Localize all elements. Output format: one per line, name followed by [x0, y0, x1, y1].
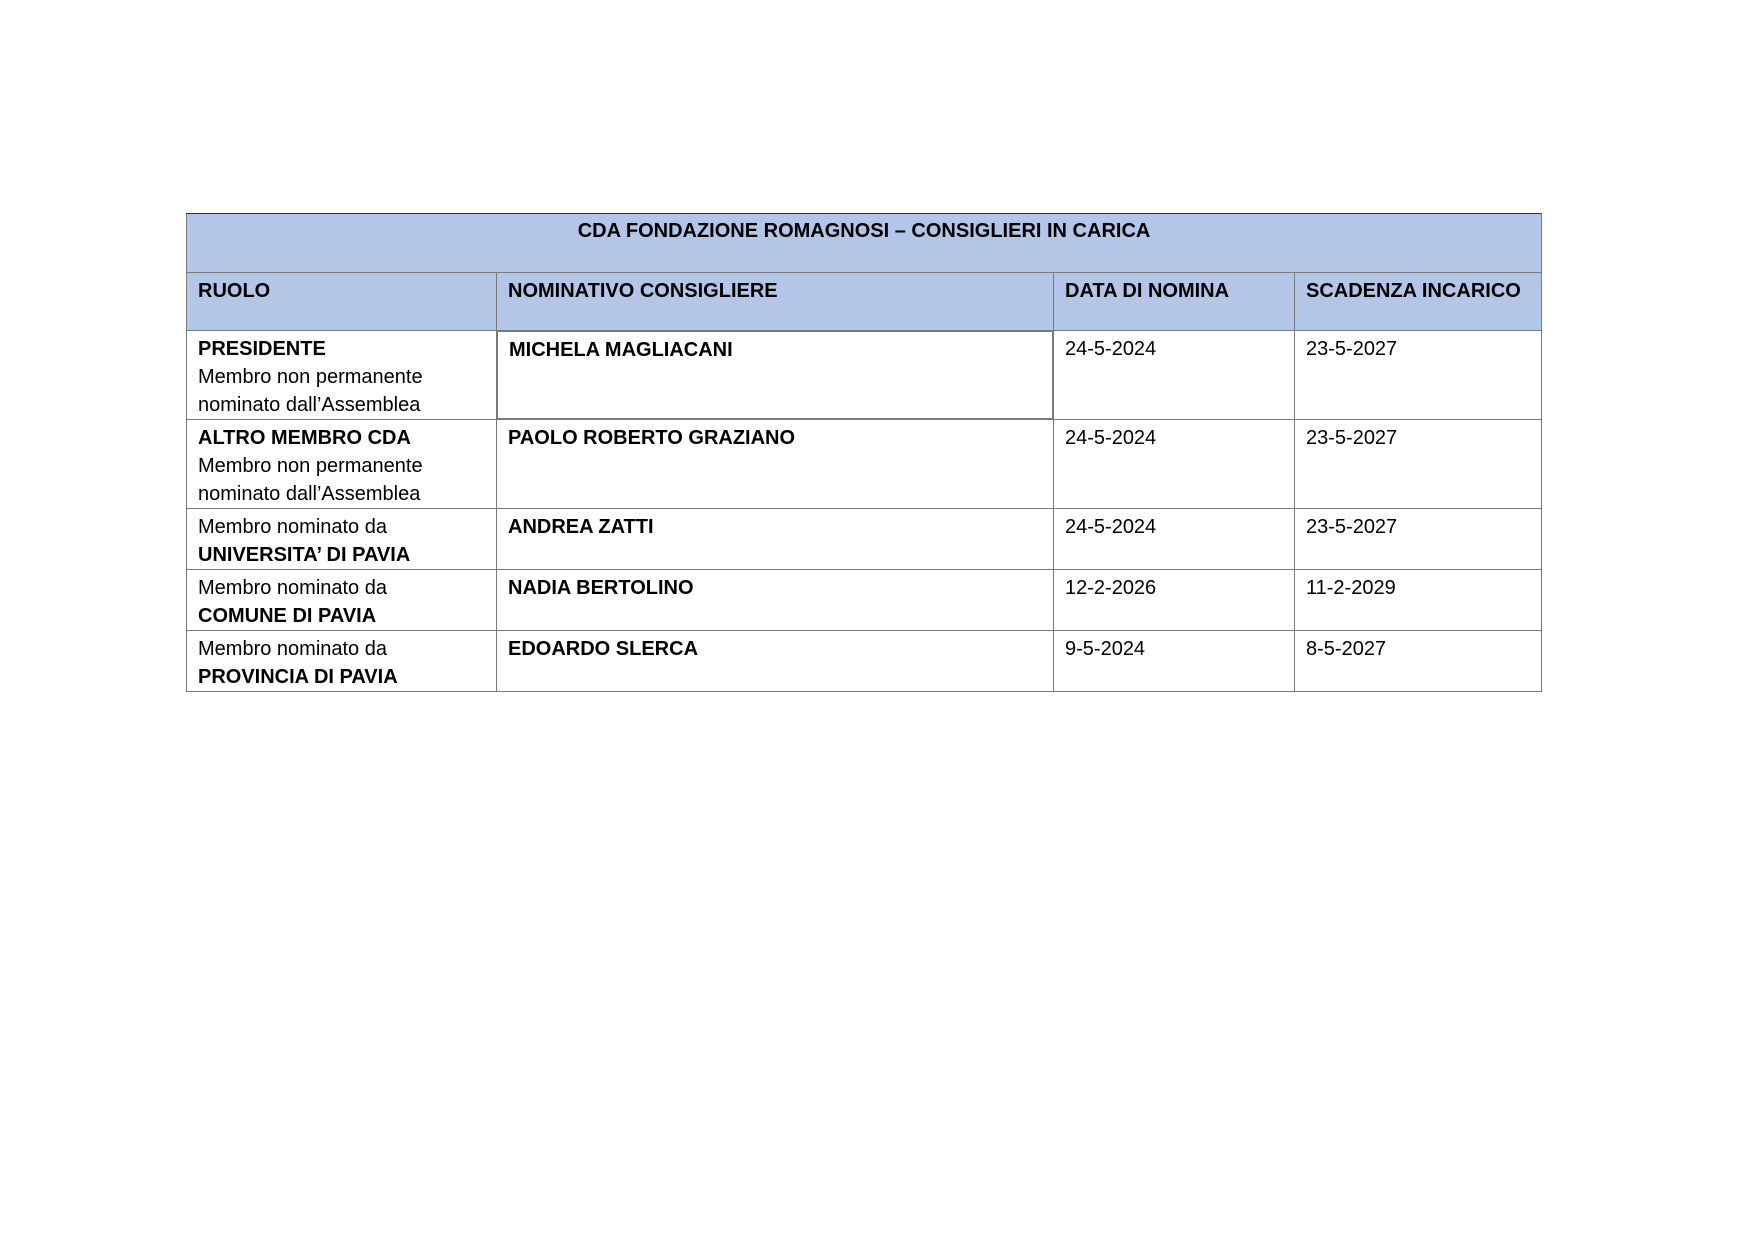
expiry-date: 23-5-2027 [1295, 420, 1542, 509]
role-cell [187, 331, 497, 420]
role-desc-line2: nominato dall’Assemblea [198, 394, 421, 416]
role-cell [187, 631, 497, 692]
role-title: PRESIDENTE [198, 338, 326, 360]
table-header-row [187, 273, 1542, 331]
role-desc-line1: Membro non permanente [198, 366, 423, 388]
table-row [187, 331, 1542, 420]
table-row [187, 570, 1542, 631]
column-header-name: NOMINATIVO CONSIGLIERE [497, 273, 1054, 331]
appointment-date: 24-5-2024 [1054, 420, 1295, 509]
role-desc-line1: Membro non permanente [198, 455, 423, 477]
role-desc-line1: Membro nominato da [198, 577, 387, 599]
role-appointing-body: UNIVERSITA’ DI PAVIA [198, 544, 411, 566]
appointment-date: 24-5-2024 [1054, 509, 1295, 570]
role-appointing-body: PROVINCIA DI PAVIA [198, 666, 398, 688]
member-name: NADIA BERTOLINO [497, 570, 1054, 631]
role-cell [187, 570, 497, 631]
table-row [187, 420, 1542, 509]
appointment-date: 9-5-2024 [1054, 631, 1295, 692]
role-cell [187, 420, 497, 509]
column-header-role: RUOLO [187, 273, 497, 331]
member-name: MICHELA MAGLIACANI [497, 331, 1053, 419]
table-title: CDA FONDAZIONE ROMAGNOSI – CONSIGLIERI IN CARICA [187, 214, 1542, 273]
board-members-table [186, 213, 1542, 692]
role-desc-line1: Membro nominato da [198, 516, 387, 538]
role-cell [187, 509, 497, 570]
table-title-row [187, 214, 1542, 273]
role-desc-line1: Membro nominato da [198, 638, 387, 660]
role-title: ALTRO MEMBRO CDA [198, 427, 411, 449]
expiry-date: 11-2-2029 [1295, 570, 1542, 631]
member-name: EDOARDO SLERCA [497, 631, 1054, 692]
expiry-date: 23-5-2027 [1295, 509, 1542, 570]
appointment-date: 24-5-2024 [1054, 331, 1295, 420]
expiry-date: 8-5-2027 [1295, 631, 1542, 692]
table-row [187, 509, 1542, 570]
member-name: PAOLO ROBERTO GRAZIANO [497, 420, 1054, 509]
column-header-appointed: DATA DI NOMINA [1054, 273, 1295, 331]
role-appointing-body: COMUNE DI PAVIA [198, 605, 377, 627]
role-desc-line2: nominato dall’Assemblea [198, 483, 421, 505]
column-header-expires: SCADENZA INCARICO [1295, 273, 1542, 331]
member-name: ANDREA ZATTI [497, 509, 1054, 570]
expiry-date: 23-5-2027 [1295, 331, 1542, 420]
appointment-date: 12-2-2026 [1054, 570, 1295, 631]
table-row [187, 631, 1542, 692]
